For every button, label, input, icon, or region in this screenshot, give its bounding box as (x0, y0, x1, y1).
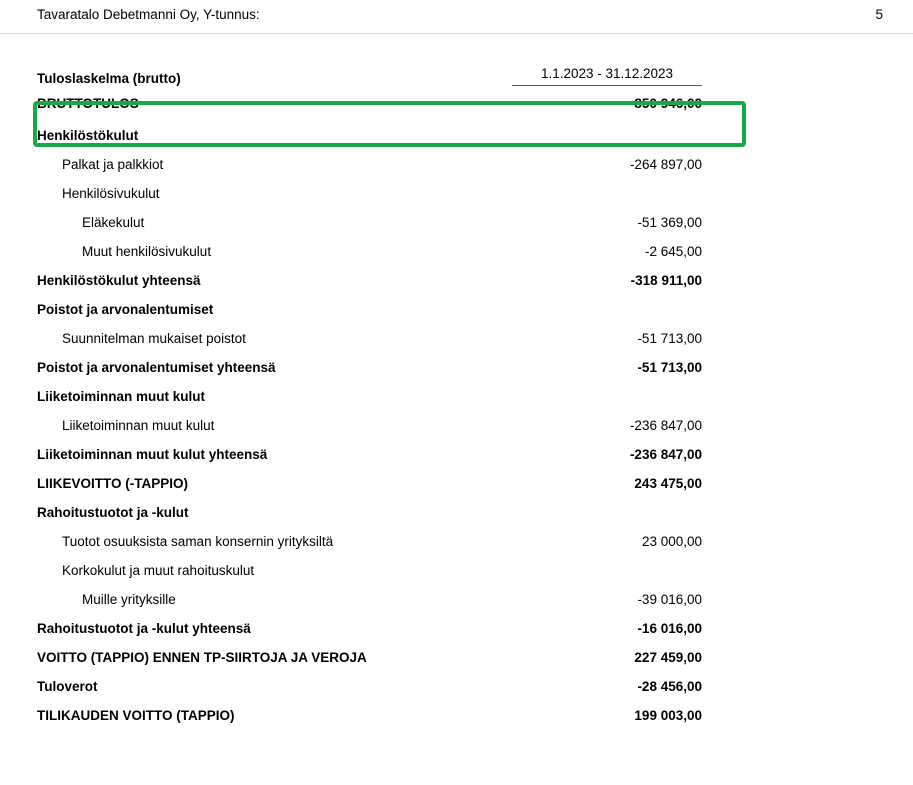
row-label: Poistot ja arvonalentumiset (37, 302, 214, 317)
row-label: Liiketoiminnan muut kulut (62, 418, 215, 433)
row-label: Henkilöstökulut (37, 128, 139, 143)
table-row (37, 592, 702, 621)
statement-period: 1.1.2023 - 31.12.2023 (512, 66, 702, 86)
row-amount: -2 645,00 (644, 244, 702, 259)
table-row (37, 650, 702, 679)
row-label: VOITTO (TAPPIO) ENNEN TP-SIIRTOJA JA VEROJA (37, 650, 367, 665)
row-label: Henkilöstökulut yhteensä (37, 273, 201, 288)
table-row (37, 360, 702, 389)
row-amount: -51 369,00 (637, 215, 702, 230)
row-label: Henkilösivukulut (62, 186, 160, 201)
row-label: Palkat ja palkkiot (62, 157, 164, 172)
row-label: Muille yrityksille (82, 592, 176, 607)
row-amount: -16 016,00 (637, 621, 702, 636)
row-amount: -51 713,00 (637, 331, 702, 346)
row-label: Eläkekulut (82, 215, 145, 230)
row-label: Liiketoiminnan muut kulut (37, 389, 205, 404)
table-row (37, 302, 702, 331)
table-row (37, 157, 702, 186)
table-row (37, 96, 702, 128)
table-row (37, 331, 702, 360)
title-spacer (37, 86, 702, 96)
table-row (37, 563, 702, 592)
table-row (37, 679, 702, 708)
table-row (37, 244, 702, 273)
row-amount: -39 016,00 (637, 592, 702, 607)
statement-rows (37, 96, 702, 737)
statement-title-row (37, 56, 702, 86)
document-header (37, 7, 883, 22)
row-label: TILIKAUDEN VOITTO (TAPPIO) (37, 708, 235, 723)
row-label: Liiketoiminnan muut kulut yhteensä (37, 447, 268, 462)
row-label: Poistot ja arvonalentumiset yhteensä (37, 360, 276, 375)
row-label: Tuotot osuuksista saman konsernin yrityksiltä (62, 534, 334, 549)
row-label: Rahoitustuotot ja -kulut (37, 505, 189, 520)
income-statement-table (37, 56, 702, 737)
header-divider (0, 33, 913, 34)
row-label: Tuloverot (37, 679, 98, 694)
table-row (37, 708, 702, 737)
table-row (37, 534, 702, 563)
row-amount: 227 459,00 (634, 650, 702, 665)
table-row (37, 273, 702, 302)
row-label: Muut henkilösivukulut (82, 244, 212, 259)
row-amount: 243 475,00 (634, 476, 702, 491)
row-label: Suunnitelman mukaiset poistot (62, 331, 246, 346)
row-label: BRUTTOTULOS (37, 96, 139, 111)
row-label: Korkokulut ja muut rahoituskulut (62, 563, 255, 578)
table-row (37, 621, 702, 650)
row-amount: -264 897,00 (629, 157, 702, 172)
row-amount: -318 911,00 (630, 273, 702, 288)
table-row (37, 389, 702, 418)
table-row (37, 447, 702, 476)
table-row (37, 128, 702, 157)
row-amount: 23 000,00 (641, 534, 702, 549)
statement-title: Tuloslaskelma (brutto) (37, 71, 181, 86)
company-identifier: Tavaratalo Debetmanni Oy, Y-tunnus: (37, 7, 260, 22)
row-amount: -28 456,00 (637, 679, 702, 694)
table-row (37, 186, 702, 215)
table-row (37, 476, 702, 505)
row-amount: 199 003,00 (634, 708, 702, 723)
row-label: Rahoitustuotot ja -kulut yhteensä (37, 621, 251, 636)
table-row (37, 418, 702, 447)
row-amount: -51 713,00 (637, 360, 702, 375)
table-row (37, 505, 702, 534)
row-label: LIIKEVOITTO (-TAPPIO) (37, 476, 188, 491)
table-row (37, 215, 702, 244)
page-number: 5 (875, 7, 883, 22)
row-amount: -236 847,00 (629, 447, 702, 462)
row-amount: 850 946,00 (634, 96, 702, 111)
row-amount: -236 847,00 (629, 418, 702, 433)
